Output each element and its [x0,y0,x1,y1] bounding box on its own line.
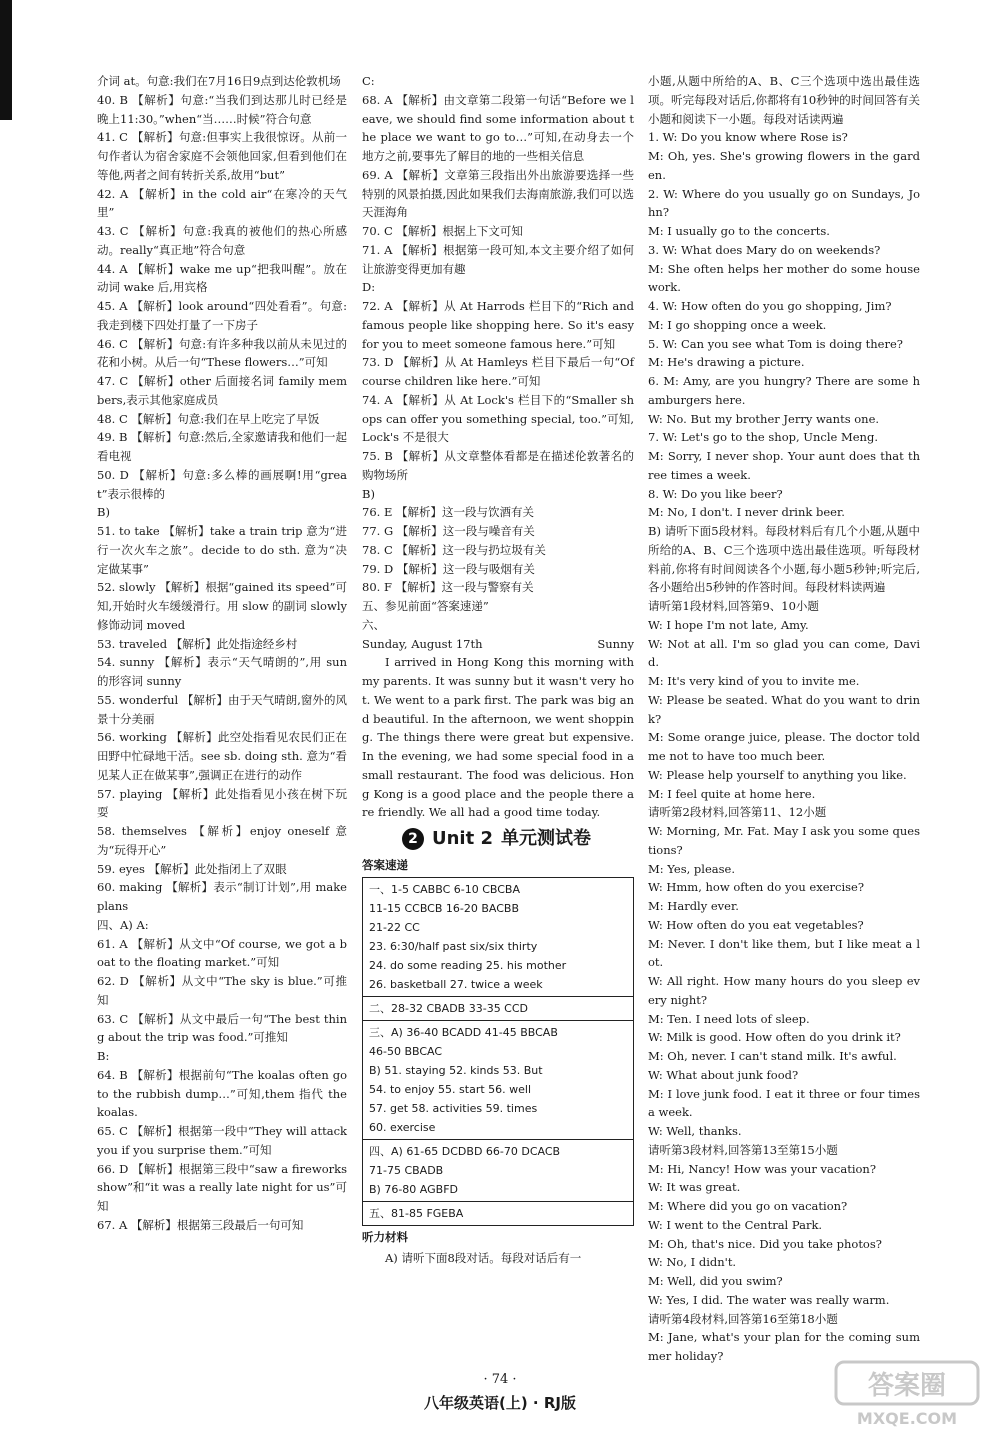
text-line: 80. F 【解析】这一段与警察有关 [362,580,534,595]
text-line: 2. W: Where do you usually go on Sundays, John? [648,186,920,220]
text-line: M: Hardly ever. [648,899,739,913]
answer-line: 21-22 CC [369,920,420,934]
unit-subtitle: 单元测试卷 [501,828,591,849]
text-line: 78. C 【解析】这一段与扔垃圾有关 [362,542,546,557]
text-line: 6. M: Amy, are you hungry? There are some hamburgers here. [648,374,920,407]
text-line: 77. G 【解析】这一段与噪音有关 [362,524,535,538]
text-line: D: [362,280,376,295]
text-line: 54. sunny 【解析】表示“天气晴朗的”,用 sun 的形容词 sunny [97,655,347,688]
text-line: 75. B 【解析】从文章整体看都是在描述伦敦著名的购物场所 [362,449,634,482]
text-line: 74. A 【解析】从 At Lock's 栏目下的“Smaller shops can offer you something special, too.”可知,Lock's 不是很大 [362,392,634,445]
text-line: 7. W: Let's go to the shop, Uncle Meng. [648,430,878,445]
text-line: 50. D 【解析】句意:多么棒的画展啊!用“great”表示很棒的 [97,467,347,501]
answer-line: 一、1-5 CABBC 6-10 CBCBA [369,882,520,896]
text-line: W: Yes, I did. The water was really warm. [648,1292,890,1307]
text-line: 66. D 【解析】根据第三段中“saw a fireworks show”和“it was a really late night for us”可知 [97,1161,347,1213]
text-line: W: Morning, Mr. Fat. May I ask you some questions? [648,824,920,857]
text-line: W: Please help yourself to anything you like. [648,767,907,782]
text-line: 五、参见前面“答案速递” [362,599,489,613]
text-line: M: Some orange juice, please. The doctor told me not to have too much beer. [648,730,920,763]
text-line: 65. C 【解析】根据第一段中“They will attack you if you surprise them.”可知 [97,1124,347,1157]
text-line: 40. B 【解析】句意:“当我们到达那儿时已经是晚上11:30。”when“当……时候”符合句意 [97,92,347,126]
diary-date: Sunday, August 17th [362,636,483,651]
text-line: W: How often do you eat vegetables? [648,917,864,932]
text-line: M: Hi, Nancy! How was your vacation? [648,1161,876,1176]
text-line: 44. A 【解析】wake me up“把我叫醒”。放在动词 wake 后,用宾格 [97,261,347,295]
text-line: W: It was great. [648,1180,741,1195]
text-line: 64. B 【解析】根据前句“The koalas often go to the rubbish dump…”可知,them 指代 the koalas. [97,1067,347,1120]
answer-box [362,877,634,1226]
text-line: M: He's drawing a picture. [648,355,805,370]
text-line: B) [97,505,110,520]
text-line: 60. making 【解析】表示“制订计划”,用 make plans [97,880,347,913]
answer-line: 60. exercise [369,1120,436,1134]
answer-line: B) 76-80 AGBFD [369,1182,458,1196]
text-line: W: Please be seated. What do you want to drink? [648,692,920,726]
text-line: 请听第1段材料,回答第9、10小题 [648,599,819,613]
text-line: M: Yes, please. [648,861,735,876]
text-line: M: Oh, yes. She's growing flowers in the garden. [648,149,920,182]
text-line: 58. themselves 【解析】enjoy oneself 意为“玩得开心” [97,824,347,857]
text-line: 请听第3段材料,回答第13至第15小题 [648,1142,838,1157]
text-line: 请听第2段材料,回答第11、12小题 [648,805,827,820]
text-line: B) 请听下面5段材料。每段材料后有几个小题,从题中所给的A、B、C三个选项中选出最佳选项。听每段材料前,你将有时间阅读各个小题,每小题5秒钟;听完后,各小题给出5秒钟的作答时间。每段材料读两遍 [648,524,920,595]
text-line: 56. working 【解析】此空处指看见农民们正在田野中忙碌地干活。see sb. doing sth. 意为“看见某人正在做某事”,强调正在进行的动作 [97,730,347,782]
answer-line: 46-50 BBCAC [369,1044,443,1058]
right-column [648,72,920,1366]
answer-line: 五、81-85 FGEBA [369,1206,464,1220]
text-line: W: All right. How many hours do you sleep every night? [648,974,920,1007]
text-line: W: Hmm, how often do you exercise? [648,880,865,895]
text-line: 69. A 【解析】文章第三段指出外出旅游要选择一些特别的风景拍摄,因此如果我们去海南旅游,我们可以选天涯海角 [362,167,634,220]
text-line: 53. traveled 【解析】此处指途经乡村 [97,636,298,651]
unit-number-badge: 2 [402,828,424,850]
text-line: 55. wonderful 【解析】由于天气晴朗,窗外的风景十分美丽 [97,692,347,726]
answer-quick-title: 答案速递 [362,858,408,872]
text-line: M: Well, did you swim? [648,1274,783,1288]
text-line: M: Oh, that's nice. Did you take photos? [648,1236,882,1251]
text-line: M: I love junk food. I eat it three or four times a week. [648,1086,920,1120]
text-line: 63. C 【解析】从文中最后一句“The best thing about the trip was food.”可推知 [97,1011,347,1045]
text-line: 4. W: How often do you go shopping, Jim? [648,299,892,313]
text-line: B: [97,1049,110,1063]
answer-line: 26. basketball 27. twice a week [369,977,543,991]
watermark-url: MXQE.COM [856,1409,958,1428]
text-line: M: Where did you go on vacation? [648,1199,848,1213]
listening-title: 听力材料 [362,1229,408,1244]
book-title: 八年级英语(上) · RJ版 [424,1394,576,1412]
text-line: W: No. But my brother Jerry wants one. [648,411,880,426]
text-line: 67. A 【解析】根据第三段最后一句可知 [97,1217,304,1232]
watermark-text: 答案圈 [867,1371,947,1401]
answer-line: 54. to enjoy 55. start 56. well [369,1082,532,1096]
listening-intro: A) 请听下面8段对话。每段对话后有一 [385,1250,582,1265]
text-line: 3. W: What does Mary do on weekends? [648,242,881,257]
middle-column [362,72,634,1267]
text-line: 70. C 【解析】根据上下文可知 [362,224,523,238]
text-line: M: No, I don't. I never drink beer. [648,505,845,520]
middle-items [362,72,634,635]
text-line: W: What about junk food? [648,1067,799,1082]
text-line: 请听第4段材料,回答第16至第18小题 [648,1311,838,1326]
text-line: W: I went to the Central Park. [648,1217,823,1232]
text-line: W: Well, thanks. [648,1124,742,1138]
answer-line: 11-15 CCBCB 16-20 BACBB [369,901,520,915]
text-line: M: Sorry, I never shop. Your aunt does that three times a week. [648,449,920,482]
text-line: W: Milk is good. How often do you drink it? [648,1030,901,1045]
text-line: M: Oh, never. I can't stand milk. It's awful. [648,1049,897,1063]
diary-header [362,635,634,654]
text-line: 59. eyes 【解析】此处指闭上了双眼 [97,861,287,876]
watermark-logo [832,1358,982,1430]
answer-line: 24. do some reading 25. his mother [369,958,567,972]
answer-section [363,997,633,1021]
text-line: M: I feel quite at home here. [648,786,816,801]
text-line: 71. A 【解析】根据第一段可知,本文主要介绍了如何让旅游变得更加有趣 [362,242,634,276]
text-line: 48. C 【解析】句意:我们在早上吃完了早饭 [97,411,320,426]
answer-line: 四、A) 61-65 DCDBD 66-70 DCACB [369,1144,561,1158]
text-line: 四、A) A: [97,917,149,932]
text-line: 61. A 【解析】从文中“Of course, we got a boat to the floating market.”可知 [97,936,347,970]
text-line: 57. playing 【解析】此处指看见小孩在树下玩耍 [97,786,347,820]
text-line: 小题,从题中所给的A、B、C三个选项中选出最佳选项。听完每段对话后,你都将有10秒钟的时间回答有关小题和阅读下一小题。每段对话读两遍 [648,74,920,126]
text-line: W: I hope I'm not late, Amy. [648,617,809,632]
text-line: M: It's very kind of you to invite me. [648,674,860,688]
answer-line: 57. get 58. activities 59. times [369,1101,538,1115]
answer-line: 23. 6:30/half past six/six thirty [369,939,538,953]
left-column [97,72,347,1235]
text-line: 8. W: Do you like beer? [648,486,783,501]
answer-section [363,878,633,997]
diary-text: I arrived in Hong Kong this morning with my parents. It was sunny but it wasn't very hot. We went to a park first. The park was big and beautiful. In the afternoon, we went shopping. The things there were great but expensive. In the evening, we had some special food in a small restaurant. The food was delicious. Hong Kong is a good place and the people there are friendly. We all had a good time today. [362,655,634,820]
text-line: 42. A 【解析】in the cold air“在寒冷的天气里” [97,186,347,220]
text-line: W: Not at all. I'm so glad you can come, David. [648,636,920,670]
answer-section [363,1021,633,1140]
text-line: 76. E 【解析】这一段与饮酒有关 [362,505,534,520]
answer-line: 三、A) 36-40 BCADD 41-45 BBCAB [369,1025,558,1039]
text-line: 介词 at。句意:我们在7月16日9点到达伦敦机场 [97,74,341,88]
text-line: W: No, I didn't. [648,1255,737,1270]
text-line: M: I go shopping once a week. [648,317,827,332]
text-line: 62. D 【解析】从文中“The sky is blue.”可推知 [97,974,347,1007]
answer-section [363,1202,633,1225]
page-number: · 74 · [483,1372,517,1387]
text-line: 1. W: Do you know where Rose is? [648,130,848,145]
answer-line: 71-75 CBADB [369,1163,444,1177]
answer-line: 二、28-32 CBADB 33-35 CCD [369,1001,529,1015]
text-line: B) [362,486,375,501]
text-line: 79. D 【解析】这一段与吸烟有关 [362,561,535,576]
text-line: 51. to take 【解析】take a train trip 意为“进行一次火车之旅”。decide to do sth. 意为“决定做某事” [97,524,347,576]
text-line: 72. A 【解析】从 At Harrods 栏目下的“Rich and famous people like shopping here. So it's easy for you to meet someone famous here.”可知 [362,299,634,351]
text-line: 41. C 【解析】句意:但事实上我很惊讶。从前一句作者认为宿舍家庭不会领他回家,但看到他们在等他,两者之间有转折关系,故用“but” [97,130,347,182]
text-line: 45. A 【解析】look around“四处看看”。句意:我走到楼下四处打量了一下房子 [97,299,347,332]
text-line: 46. C 【解析】句意:有许多种我以前从未见过的花和小树。从后一句“These flowers…”可知 [97,336,347,370]
text-line: M: Ten. I need lots of sleep. [648,1011,810,1026]
text-line: 73. D 【解析】从 At Hamleys 栏目下最后一句“Of course children like here.”可知 [362,355,634,388]
text-line: 六、 [362,617,385,632]
text-line: M: She often helps her mother do some housework. [648,261,920,295]
diary-weather: Sunny [597,636,634,651]
text-line: 5. W: Can you see what Tom is doing there? [648,336,903,351]
answer-line: B) 51. staying 52. kinds 53. But [369,1063,543,1077]
page-edge-bar [0,0,12,120]
text-line: C: [362,74,375,88]
unit-name: Unit 2 [432,828,493,849]
text-line: 52. slowly 【解析】根据“gained its speed”可知,开始时火车缓缓滑行。用 slow 的副词 slowly 修饰动词 moved [97,580,347,632]
text-line: M: I usually go to the concerts. [648,224,830,238]
text-line: M: Never. I don't like them, but I like meat a lot. [648,936,920,970]
text-line: 68. A 【解析】由文章第二段第一句话“Before we leave, we should find some information about the place we want to go to…”可知,在动身去一个地方之前,要事先了解目的地的一些相关信息 [362,92,634,163]
text-line: 43. C 【解析】句意:我真的被他们的热心所感动。really“真正地”符合句意 [97,224,347,257]
text-line: 47. C 【解析】other 后面接名词 family members,表示其他家庭成员 [97,374,347,407]
text-line: M: Jane, what's your plan for the coming summer holiday? [648,1330,920,1363]
text-line: 49. B 【解析】句意:然后,全家邀请我和他们一起看电视 [97,430,347,463]
unit-heading [402,826,634,852]
answer-section [363,1140,633,1202]
